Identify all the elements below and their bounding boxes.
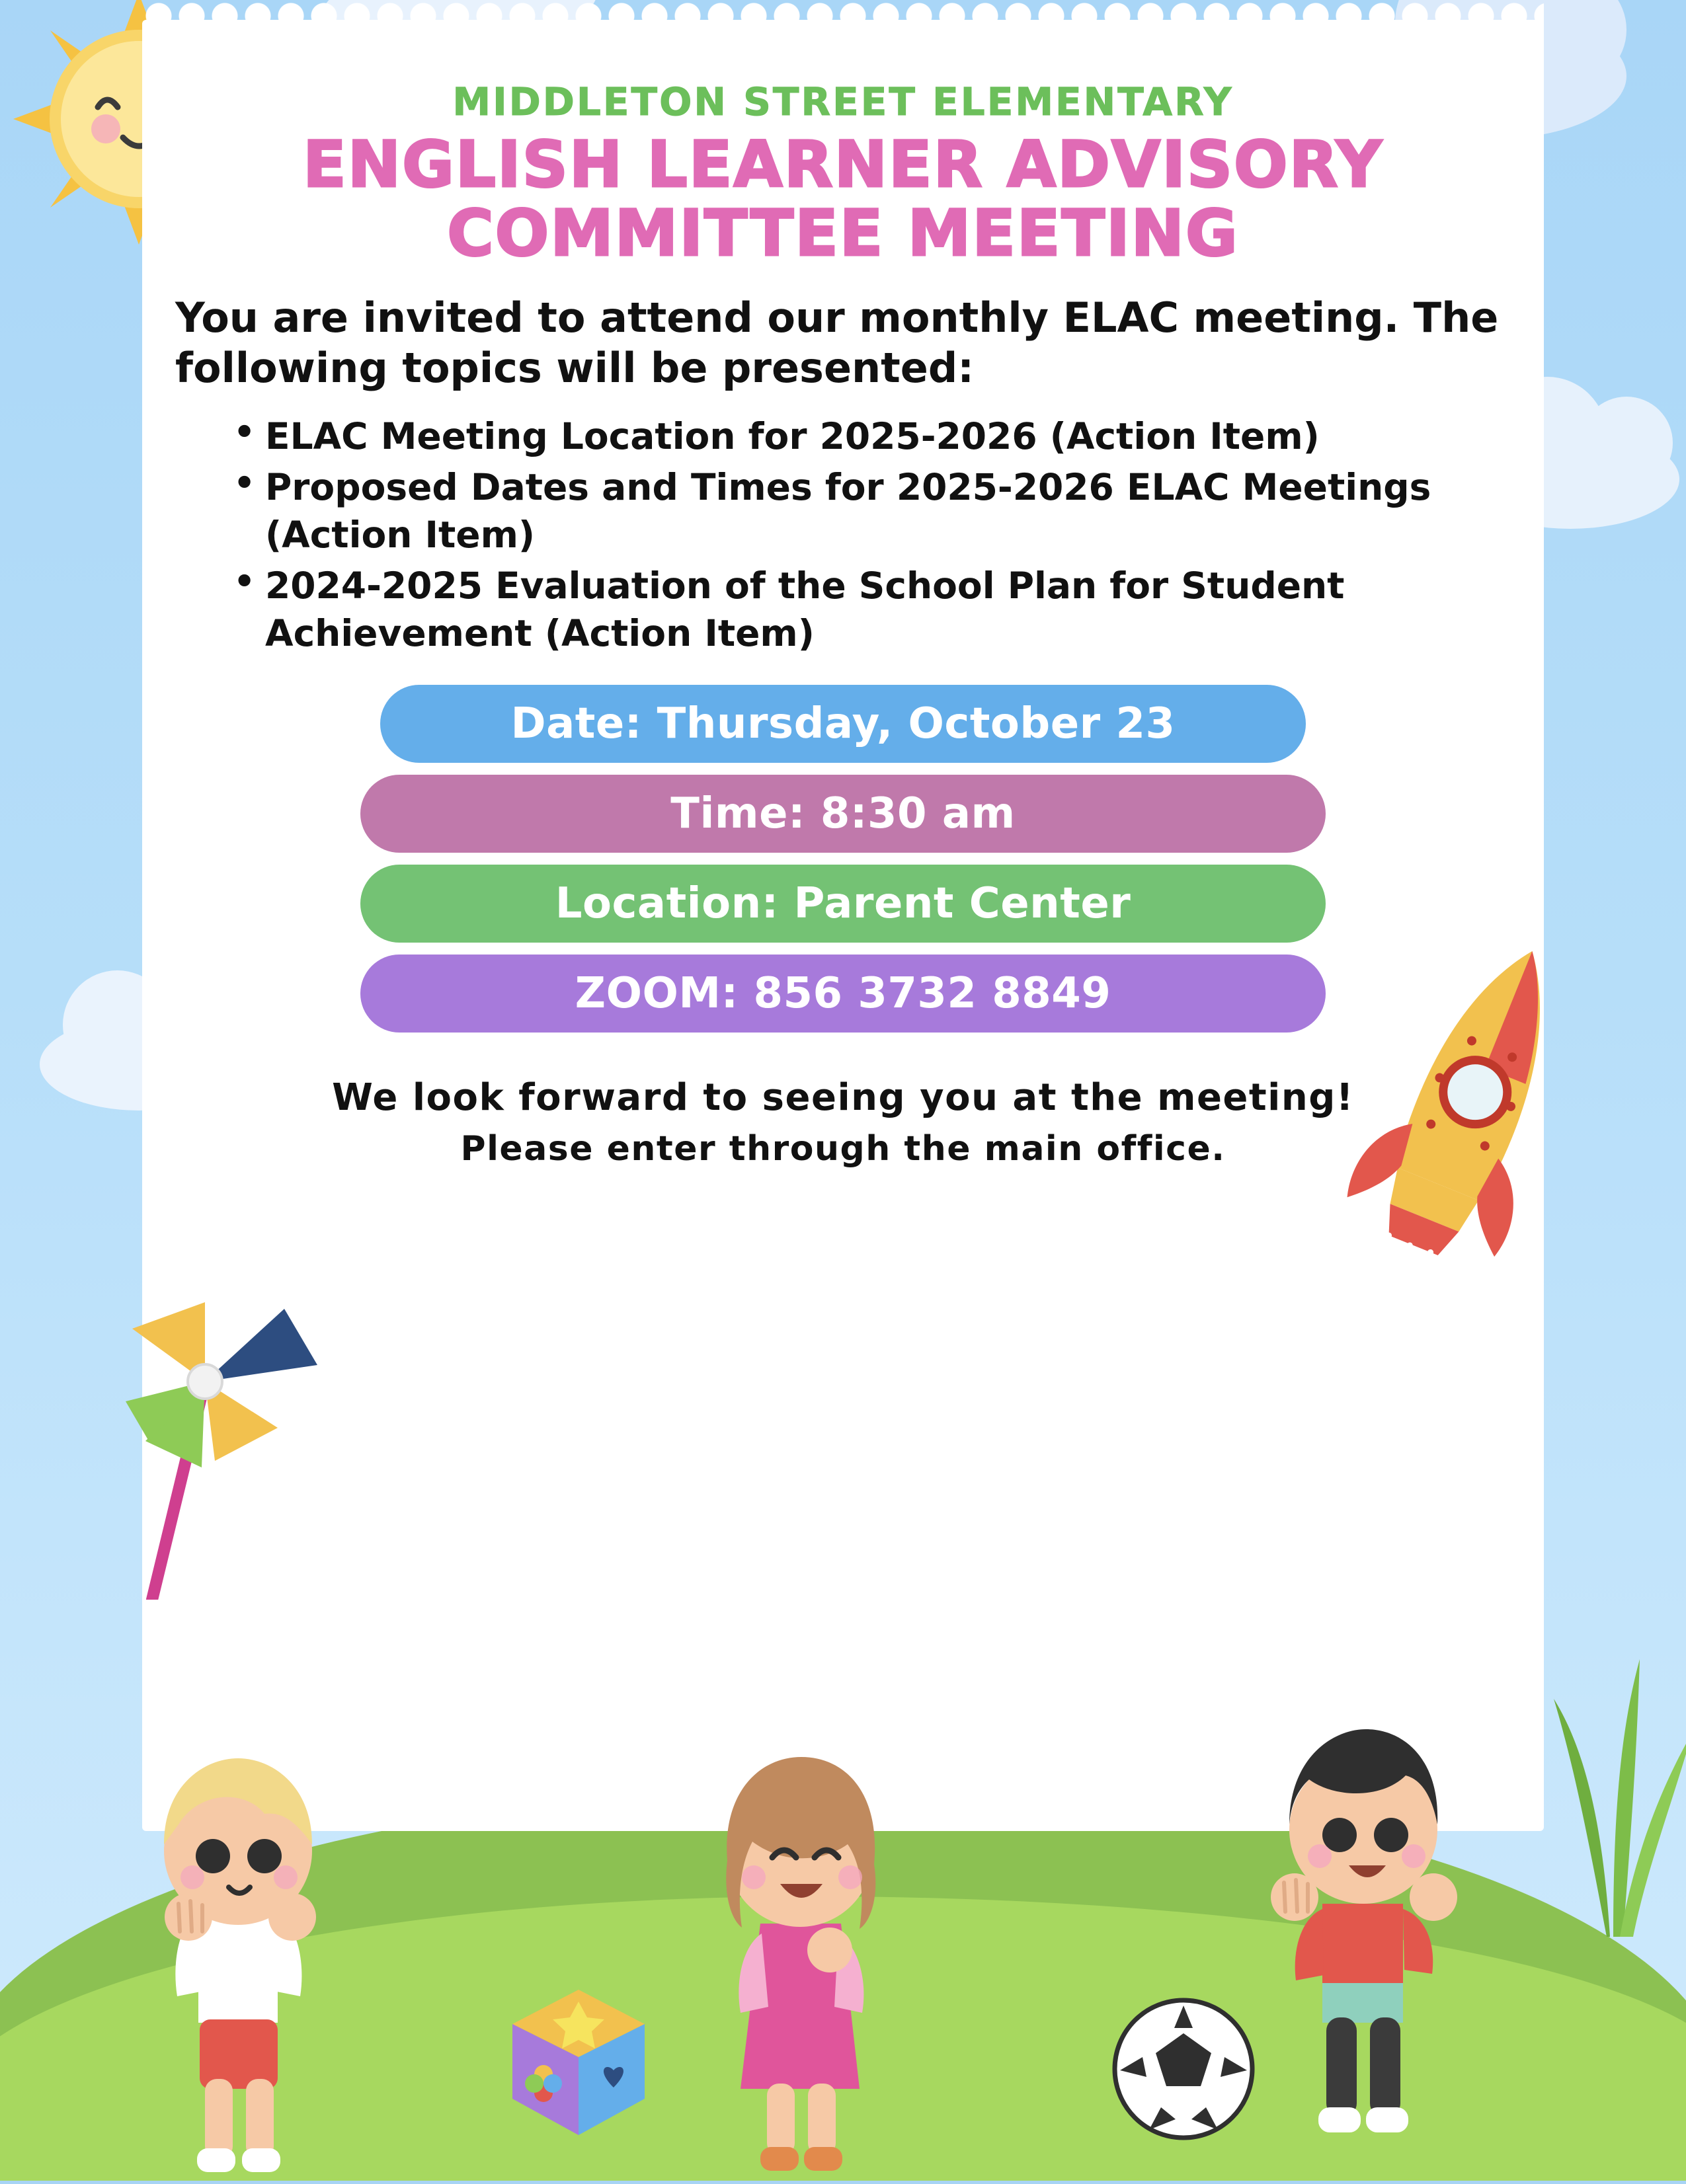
list-item: • Proposed Dates and Times for 2025-2026 ELAC Meetings (Action Item) [228,464,1517,559]
soccer-ball-icon [1111,1996,1256,2142]
page-title [169,128,1517,270]
rocket-icon [1316,925,1620,1296]
pinwheel-icon [86,1229,390,1600]
list-item: • 2024-2025 Evaluation of the School Plan for Student Achievement (Action Item) [228,563,1517,657]
child-icon [1223,1719,1501,2181]
toy-block-icon [502,1983,655,2142]
poster-content [169,79,1517,1175]
list-item: • ELAC Meeting Location for 2025-2026 (Action Item) [228,413,1517,461]
page-title-line-1: ENGLISH LEARNER ADVISORY [303,128,1383,202]
closing-line-1: We look forward to seeing you at the meeting! [332,1076,1354,1120]
child-icon [661,1745,939,2181]
detail-pill-time: Time: 8:30 am [360,775,1326,853]
page-title-line-2: COMMITTEE MEETING [447,196,1239,270]
card-scallop-edge [142,3,1544,29]
meeting-details [169,685,1517,1033]
intro-paragraph: You are invited to attend our monthly ELAC meeting. The following topics will be presented: [175,293,1499,392]
detail-pill-zoom: ZOOM: 856 3732 8849 [360,955,1326,1033]
detail-pill-location: Location: Parent Center [360,865,1326,943]
topics-list [169,413,1517,658]
detail-pill-date: Date: Thursday, October 23 [380,685,1306,763]
child-icon [99,1745,377,2181]
closing-message [169,1071,1517,1175]
school-name: MIDDLETON STREET ELEMENTARY [452,79,1234,124]
closing-line-2: Please enter through the main office. [460,1129,1226,1169]
grass-icon [1527,1567,1686,1937]
